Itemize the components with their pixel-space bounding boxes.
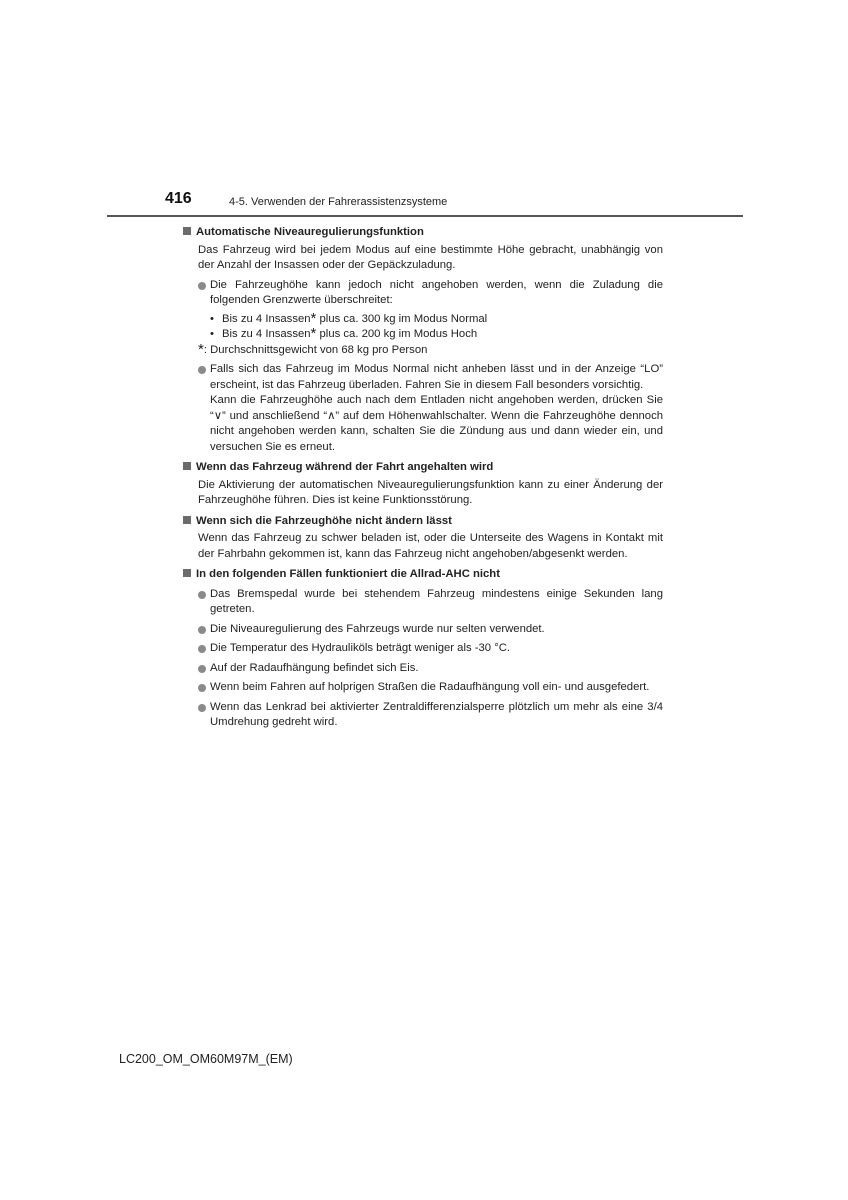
paragraph: Die Aktivierung der automatischen Niveauregulierungsfunktion kann zu einer Änderung der Fahrzeughöhe führen. Dies ist keine Funktionsstörung. — [198, 478, 663, 506]
circle-bullet-icon — [198, 704, 206, 712]
paragraph: Wenn das Fahrzeug zu schwer beladen ist, oder die Unterseite des Wagens in Kontakt mit der Fahrbahn gekommen ist, kann das Fahrzeug nicht angehoben/abgesenkt werden. — [198, 532, 663, 560]
heading-ahc-not-working: In den folgenden Fällen funktioniert die Allrad-AHC nicht — [183, 567, 663, 583]
document-code: LC200_OM_OM60M97M_(EM) — [119, 1052, 293, 1066]
square-bullet-icon — [183, 462, 191, 470]
list-item: Auf der Radaufhängung befindet sich Eis. — [210, 661, 663, 677]
circle-bullet-icon — [198, 282, 206, 290]
circle-bullet-icon — [198, 366, 206, 374]
page-number: 416 — [165, 190, 192, 207]
circle-bullet-icon — [198, 665, 206, 673]
list-item: Wenn das Lenkrad bei aktivierter Zentraldifferenzialsperre plötzlich um mehr als eine 3/4 Umdrehung gedreht wird. — [210, 700, 663, 731]
section-title: 4-5. Verwenden der Fahrerassistenzsysteme — [229, 196, 448, 208]
footnote: *: Durchschnittsgewicht von 68 kg pro Person — [198, 340, 428, 358]
list-item: Die Temperatur des Hydrauliköls beträgt weniger als -30 °C. — [210, 641, 663, 657]
sub-list-item: • Bis zu 4 Insassen* plus ca. 300 kg im Modus Normal — [210, 309, 488, 327]
heading-height-not-changing: Wenn sich die Fahrzeughöhe nicht ändern lässt — [183, 514, 663, 530]
circle-bullet-icon — [198, 626, 206, 634]
list-item: Die Niveauregulierung des Fahrzeugs wurde nur selten verwendet. — [210, 622, 663, 638]
square-bullet-icon — [183, 227, 191, 235]
list-item-continuation: Kann die Fahrzeughöhe auch nach dem Entladen nicht angehoben werden, drücken Sie “∨” und anschließend “∧” auf dem Höhenwahlschalter. Wenn die Fahrzeughöhe dennoch nicht angehoben werden kann, schalten Sie die Zündung aus und dann wieder ein, und versuchen Sie es erneut. — [210, 394, 663, 453]
square-bullet-icon — [183, 569, 191, 577]
square-bullet-icon — [183, 516, 191, 524]
list-item: Das Bremspedal wurde bei stehendem Fahrzeug mindestens einige Sekunden lang getreten. — [210, 587, 663, 618]
circle-bullet-icon — [198, 684, 206, 692]
circle-bullet-icon — [198, 645, 206, 653]
header-rule — [107, 215, 743, 217]
page-content — [183, 225, 663, 731]
sub-list-item: • Bis zu 4 Insassen* plus ca. 200 kg im Modus Hoch — [210, 325, 478, 342]
list-item: Wenn beim Fahren auf holprigen Straßen die Radaufhängung voll ein- und ausgefedert. — [210, 680, 663, 696]
heading-vehicle-stopped: Wenn das Fahrzeug während der Fahrt angehalten wird — [183, 460, 663, 476]
paragraph: Das Fahrzeug wird bei jedem Modus auf eine bestimmte Höhe gebracht, unabhängig von der Anzahl der Insassen oder der Gepäckzuladung. — [198, 243, 663, 271]
list-item: Falls sich das Fahrzeug im Modus Normal nicht anheben lässt und in der Anzeige “LO” erscheint, ist das Fahrzeug überladen. Fahren Sie in diesem Fall besonders vorsichtig. — [210, 362, 663, 393]
list-item: Die Fahrzeughöhe kann jedoch nicht angehoben werden, wenn die Zuladung die folgenden Grenzwerte überschreitet: — [210, 278, 663, 309]
circle-bullet-icon — [198, 591, 206, 599]
heading-automatic-leveling: Automatische Niveauregulierungsfunktion — [183, 225, 663, 241]
